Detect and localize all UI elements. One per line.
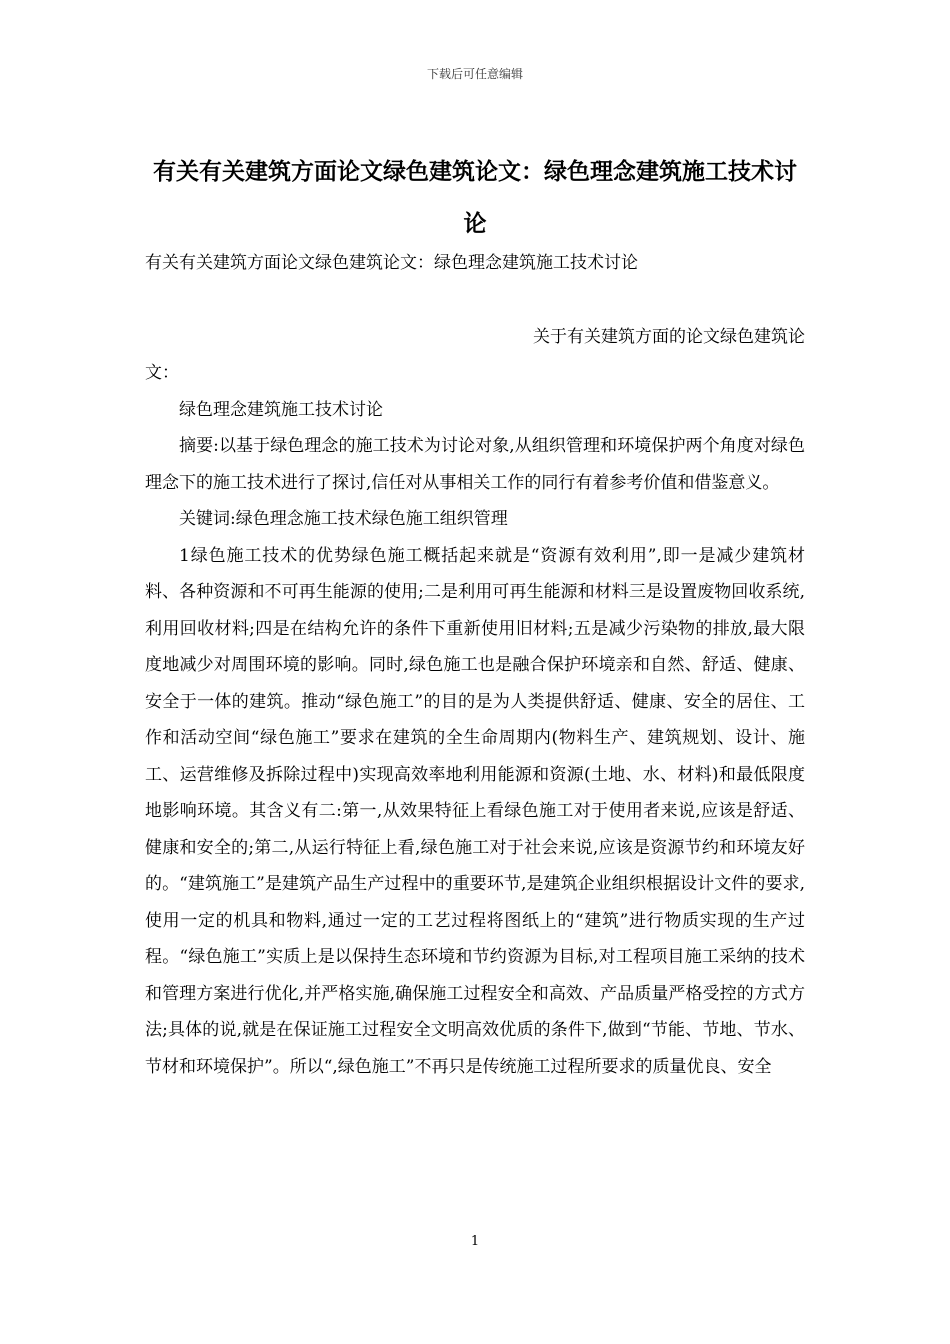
section-1-paragraph: 1绿色施工技术的优势绿色施工概括起来就是“资源有效利用”,即一是减少建筑材料、各种资源和不可再生能源的使用;二是利用可再生能源和材料三是设置废物回收系统,利用回收材料;四是在结构允许的条件下重新使用旧材料;五是减少污染物的排放,最大限度地减少对周围环境的影响。同时,绿色施工也是融合保护环境亲和自然、舒适、健康、安全于一体的建筑。推动“绿色施工”的目的是为人类提供舒适、健康、安全的居住、工作和活动空间“绿色施工”要求在建筑的全生命周期内(物料生产、建筑规划、设计、施工、运营维修及拆除过程中)实现高效率地利用能源和资源(土地、水、材料)和最低限度地影响环境。其含义有二:第一,从效果特征上看绿色施工对于使用者来说,应该是舒适、健康和安全的;第二,从运行特征上看,绿色施工对于社会来说,应该是资源节约和环境友好的。“建筑施工”是建筑产品生产过程中的重要环节,是建筑企业组织根据设计文件的要求,使用一定的机具和物料,通过一定的工艺过程将图纸上的“建筑”进行物质实现的生产过程。“绿色施工”实质上是以保持生态环境和节约资源为目标,对工程项目施工采纳的技术和管理方案进行优化,并严格实施,确保施工过程安全和高效、产品质量严格受控的方式方法;具体的说,就是在保证施工过程安全文明高效优质的条件下,做到“节能、节地、节水、节材和环境保护”。所以“,绿色施工”不再只是传统施工过程所要求的质量优良、安全 [145, 545, 805, 1077]
intro-line-1: 关于有关建筑方面的论文绿色建筑论 [533, 326, 805, 347]
subtitle-line: 有关有关建筑方面论文绿色建筑论文：绿色理念建筑施工技术讨论 [145, 253, 638, 273]
abstract-paragraph: 摘要:以基于绿色理念的施工技术为讨论对象,从组织管理和环境保护两个角度对绿色理念下的施工技术进行了探讨,信任对从事相关工作的同行有着参考价值和借鉴意义。 [145, 436, 805, 493]
document-body [145, 245, 805, 1085]
keywords-paragraph: 关键词:绿色理念施工技术绿色施工组织管理 [179, 509, 508, 529]
page-number: 1 [470, 1234, 480, 1249]
intro-line-2: 文： [145, 363, 179, 383]
document-title: 有关有关建筑方面论文绿色建筑论文：绿色理念建筑施工技术讨论 [153, 159, 797, 237]
page-header: 下载后可任意编辑 [426, 67, 523, 81]
paper-title: 绿色理念建筑施工技术讨论 [179, 399, 383, 420]
